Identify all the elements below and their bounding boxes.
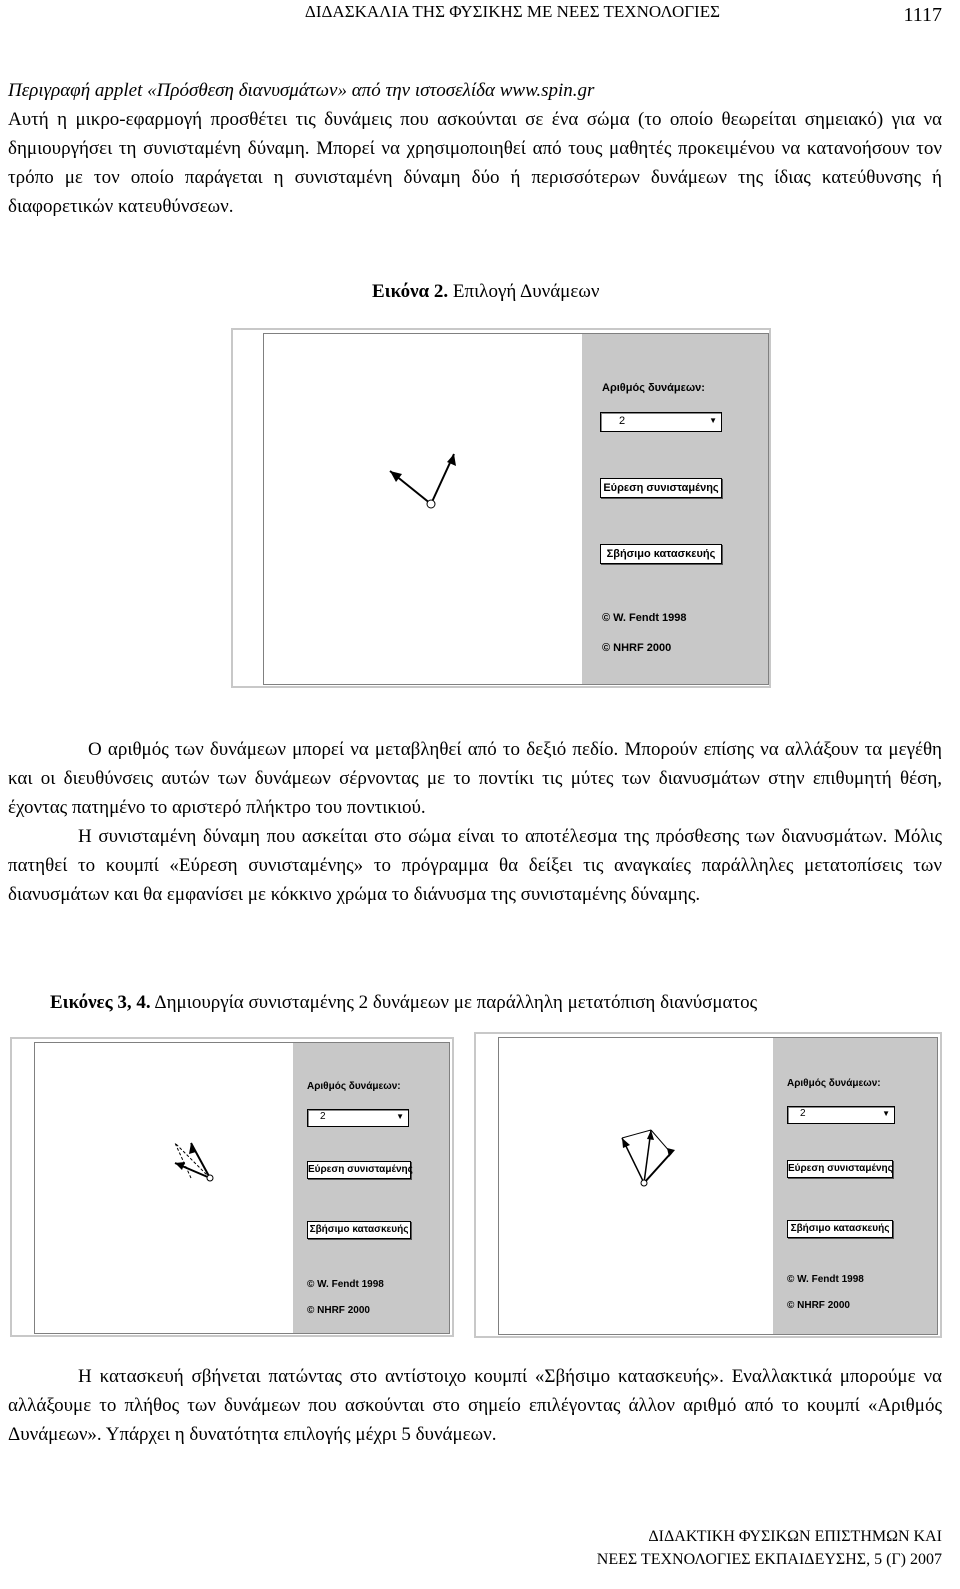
chevron-down-icon: ▼ [882, 1109, 890, 1118]
control-panel [773, 1038, 937, 1334]
closing-section [8, 1362, 942, 1449]
force-count-value: 2 [800, 1108, 806, 1119]
copyright-nhrf: © NHRF 2000 [787, 1300, 850, 1311]
footer-line-1: ΔΙΔΑΚΤΙΚΗ ΦΥΣΙΚΩΝ ΕΠΙΣΤΗΜΩΝ ΚΑΙ [648, 1528, 942, 1545]
shifted-vector [622, 1130, 651, 1138]
clear-construction-button[interactable]: Σβήσιμο κατασκευής [307, 1221, 411, 1239]
description-paragraph-2: Η συνισταμένη δύναμη που ασκείται στο σώμα είναι το αποτέλεσμα της πρόσθεσης των διανυσμάτων. Μόλις πατηθεί το κουμπί «Εύρεση συνισταμένης» το πρόγραμμα θα δείξει τις αναγκαίες παράλληλες μετατοπίσεις των διανυσμάτων και θα εμφανίσει με κόκκινο χρώμα το διάνυσμα της συνισταμένης δύναμης. [8, 826, 942, 905]
chevron-down-icon: ▼ [396, 1112, 404, 1121]
intro-section [8, 76, 942, 221]
applet-screenshot-4 [474, 1032, 942, 1338]
clear-construction-button[interactable]: Σβήσιμο κατασκευής [787, 1220, 893, 1238]
body-point [427, 500, 435, 508]
find-resultant-button[interactable]: Εύρεση συνισταμένης [307, 1161, 411, 1179]
find-resultant-button[interactable]: Εύρεση συνισταμένης [787, 1160, 893, 1178]
applet-window [263, 333, 769, 685]
copyright-fendt: © W. Fendt 1998 [602, 612, 687, 624]
control-panel [293, 1043, 449, 1333]
force-count-label: Αριθμός δυνάμεων: [787, 1078, 881, 1089]
force-count-value: 2 [320, 1111, 326, 1122]
copyright-fendt: © W. Fendt 1998 [787, 1274, 864, 1285]
shifted-vector [175, 1143, 191, 1178]
description-paragraph-1: Ο αριθμός των δυνάμεων μπορεί να μεταβληθεί από το δεξιό πεδίο. Μπορούν επίσης να αλλάξουν τα μεγέθη και οι διευθύνσεις αυτών των δυνάμεων σέρνοντας με το ποντίκι τις μύτες των διανυσμάτων στην επιθυμητή θέση, έχοντας πατημένο το αριστερό πλήκτρο του ποντικιού. [8, 739, 942, 818]
description-section [8, 735, 942, 909]
figure-34-caption [50, 992, 757, 1014]
vector-canvas[interactable] [35, 1043, 295, 1333]
figure-34-label: Εικόνες 3, 4. [50, 992, 151, 1013]
clear-construction-button[interactable]: Σβήσιμο κατασκευής [600, 544, 722, 564]
figure-34-title: Δημιουργία συνισταμένης 2 δυνάμεων με παράλληλη μετατόπιση διανύσματος [150, 992, 758, 1013]
vector-canvas[interactable] [499, 1038, 775, 1334]
closing-paragraph: Η κατασκευή σβήνεται πατώντας στο αντίστοιχο κουμπί «Σβήσιμο κατασκευής». Εναλλακτικά μπορούμε να αλλάξουμε το πλήθος των δυνάμεων που ασκούνται στο σημείο επιλέγοντας άλλον αριθμό από το κουμπί «Αριθμός Δυνάμεων». Υπάρχει η δυνατότητα επιλογής μέχρι 5 δυνάμεων. [8, 1366, 942, 1445]
applet-window [34, 1042, 450, 1334]
footer-line-2: ΝΕΕΣ ΤΕΧΝΟΛΟΓΙΕΣ ΕΚΠΑΙΔΕΥΣΗΣ, 5 (Γ) 2007 [596, 1551, 942, 1568]
force-count-value: 2 [619, 415, 626, 427]
applet-screenshot-1 [231, 328, 771, 688]
arrowhead-icon [622, 1138, 630, 1148]
vector-drawing [499, 1038, 775, 1334]
intro-text: Αυτή η μικρο-εφαρμογή προσθέτει τις δυνάμεις που ασκούνται σε ένα σώμα (το οποίο θεωρείται σημειακό) για να δημιουργήσει τη συνισταμένη δύναμη. Μπορεί να χρησιμοποιηθεί από τους μαθητές προκειμένου να κατανοήσουν τον τρόπο με τον οποίο παράγεται η συνισταμένη δύναμη δύο ή περισσότερων δυνάμεων της ίδιας κατεύθυνσης ή διαφορετικών κατευθύνσεων. [8, 109, 942, 217]
section-heading: Περιγραφή applet «Πρόσθεση διανυσμάτων» από την ιστοσελίδα www.spin.gr [8, 80, 595, 101]
copyright-nhrf: © NHRF 2000 [602, 642, 672, 654]
applet-screenshot-3 [10, 1037, 454, 1337]
find-resultant-button[interactable]: Εύρεση συνισταμένης [600, 478, 722, 498]
applet-window [498, 1037, 938, 1335]
running-header: ΔΙΔΑΣΚΑΛΙΑ ΤΗΣ ΦΥΣΙΚΗΣ ΜΕ ΝΕΕΣ ΤΕΧΝΟΛΟΓΙΕΣ [304, 2, 720, 21]
arrowhead-icon [175, 1162, 185, 1170]
vector-drawing [264, 334, 582, 684]
force-count-select[interactable] [307, 1109, 409, 1127]
force-count-select[interactable] [600, 412, 722, 432]
figure-2-caption [372, 281, 599, 303]
figure-2-label: Εικόνα 2. [372, 281, 449, 302]
body-point [641, 1180, 647, 1186]
page-number: 1117 [903, 4, 942, 26]
force-count-select[interactable] [787, 1106, 895, 1124]
control-panel [582, 334, 768, 684]
chevron-down-icon: ▼ [709, 416, 717, 425]
force-count-label: Αριθμός δυνάμεων: [602, 382, 705, 394]
force-count-label: Αριθμός δυνάμεων: [307, 1081, 401, 1092]
vector-drawing [35, 1043, 295, 1333]
copyright-nhrf: © NHRF 2000 [307, 1305, 370, 1316]
copyright-fendt: © W. Fendt 1998 [307, 1279, 384, 1290]
body-point [207, 1175, 213, 1181]
vector-canvas[interactable] [264, 334, 582, 684]
figure-2-title: Επιλογή Δυνάμεων [448, 281, 600, 302]
